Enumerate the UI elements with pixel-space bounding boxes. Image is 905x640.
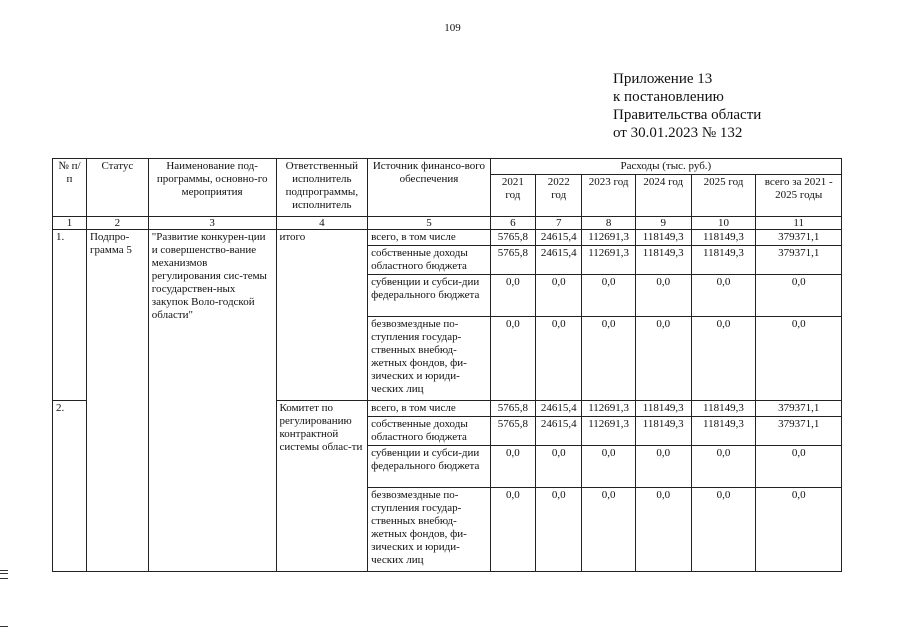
header-expenses: Расходы (тыс. руб.) xyxy=(490,159,841,175)
index-cell: 7 xyxy=(536,217,582,230)
margin-line xyxy=(0,626,8,627)
source-cell: собственные доходы областного бюджета xyxy=(368,417,491,446)
value-cell: 24615,4 xyxy=(536,246,582,275)
header-num: № п/п xyxy=(53,159,87,217)
value-cell: 0,0 xyxy=(691,446,756,488)
value-cell: 0,0 xyxy=(582,317,636,401)
value-cell: 5765,8 xyxy=(490,401,535,417)
value-cell: 112691,3 xyxy=(582,401,636,417)
value-cell: 0,0 xyxy=(490,317,535,401)
index-cell: 5 xyxy=(368,217,491,230)
value-cell: 0,0 xyxy=(490,446,535,488)
value-cell: 0,0 xyxy=(635,275,691,317)
value-cell: 379371,1 xyxy=(756,246,842,275)
index-cell: 6 xyxy=(490,217,535,230)
row-num: 1. xyxy=(53,230,87,401)
appendix-block xyxy=(613,70,761,142)
value-cell: 379371,1 xyxy=(756,230,842,246)
value-cell: 24615,4 xyxy=(536,417,582,446)
value-cell: 118149,3 xyxy=(635,246,691,275)
value-cell: 0,0 xyxy=(635,317,691,401)
source-cell: субвенции и субси-дии федерального бюджета xyxy=(368,275,491,317)
value-cell: 112691,3 xyxy=(582,417,636,446)
value-cell: 0,0 xyxy=(756,446,842,488)
value-cell: 5765,8 xyxy=(490,417,535,446)
row-executor: итого xyxy=(276,230,368,401)
index-cell: 10 xyxy=(691,217,756,230)
value-cell: 118149,3 xyxy=(635,401,691,417)
margin-mark xyxy=(0,570,8,579)
value-cell: 118149,3 xyxy=(635,417,691,446)
table-row xyxy=(53,230,842,246)
value-cell: 0,0 xyxy=(691,317,756,401)
header-2023: 2023 год xyxy=(582,175,636,217)
source-cell: всего, в том числе xyxy=(368,401,491,417)
appendix-line-1: Приложение 13 xyxy=(613,71,713,87)
index-cell: 8 xyxy=(582,217,636,230)
header-2025: 2025 год xyxy=(691,175,756,217)
value-cell: 118149,3 xyxy=(691,417,756,446)
source-cell: безвозмездные по-ступления государ-ственных внебюд-жетных фондов, фи-зических и юриди-ческих лиц xyxy=(368,488,491,572)
value-cell: 0,0 xyxy=(691,488,756,572)
source-cell: собственные доходы областного бюджета xyxy=(368,246,491,275)
value-cell: 0,0 xyxy=(536,317,582,401)
value-cell: 118149,3 xyxy=(635,230,691,246)
appendix-line-2: к постановлению xyxy=(613,89,724,105)
value-cell: 0,0 xyxy=(582,275,636,317)
value-cell: 0,0 xyxy=(756,317,842,401)
value-cell: 118149,3 xyxy=(691,401,756,417)
value-cell: 379371,1 xyxy=(756,417,842,446)
index-cell: 2 xyxy=(86,217,148,230)
index-cell: 4 xyxy=(276,217,368,230)
value-cell: 118149,3 xyxy=(691,230,756,246)
header-source: Источник финансо-вого обеспечения xyxy=(368,159,491,217)
page-number: 109 xyxy=(444,22,461,34)
value-cell: 0,0 xyxy=(536,275,582,317)
index-cell: 11 xyxy=(756,217,842,230)
header-executor: Ответственный исполнитель подпрограммы, исполнитель xyxy=(276,159,368,217)
appendix-line-4: от 30.01.2023 № 132 xyxy=(613,125,743,141)
source-cell: субвенции и субси-дии федерального бюджета xyxy=(368,446,491,488)
value-cell: 0,0 xyxy=(691,275,756,317)
row-executor: Комитет по регулированию контрактной системы облас-ти xyxy=(276,401,368,572)
appendix-line-3: Правительства области xyxy=(613,107,762,123)
value-cell: 5765,8 xyxy=(490,246,535,275)
value-cell: 0,0 xyxy=(536,488,582,572)
value-cell: 0,0 xyxy=(582,488,636,572)
source-cell: всего, в том числе xyxy=(368,230,491,246)
value-cell: 0,0 xyxy=(490,275,535,317)
value-cell: 5765,8 xyxy=(490,230,535,246)
value-cell: 0,0 xyxy=(490,488,535,572)
header-status: Статус xyxy=(86,159,148,217)
value-cell: 0,0 xyxy=(582,446,636,488)
value-cell: 24615,4 xyxy=(536,230,582,246)
row-num: 2. xyxy=(53,401,87,572)
header-2024: 2024 год xyxy=(635,175,691,217)
index-cell: 1 xyxy=(53,217,87,230)
value-cell: 112691,3 xyxy=(582,246,636,275)
header-total: всего за 2021 - 2025 годы xyxy=(756,175,842,217)
header-2021: 2021 год xyxy=(490,175,535,217)
value-cell: 0,0 xyxy=(756,488,842,572)
value-cell: 118149,3 xyxy=(691,246,756,275)
value-cell: 0,0 xyxy=(756,275,842,317)
row-name: "Развитие конкурен-ции и совершенство-вание механизмов регулирования сис-темы государствен-ных закупок Воло-годской области" xyxy=(148,230,276,572)
index-cell: 3 xyxy=(148,217,276,230)
header-2022: 2022 год xyxy=(536,175,582,217)
header-name: Наименование под-программы, основно-го мероприятия xyxy=(148,159,276,217)
value-cell: 379371,1 xyxy=(756,401,842,417)
value-cell: 0,0 xyxy=(635,488,691,572)
value-cell: 24615,4 xyxy=(536,401,582,417)
budget-table xyxy=(52,158,842,572)
value-cell: 0,0 xyxy=(635,446,691,488)
row-status: Подпро-грамма 5 xyxy=(86,230,148,572)
index-cell: 9 xyxy=(635,217,691,230)
source-cell: безвозмездные по-ступления государ-ственных внебюд-жетных фондов, фи-зических и юриди-ческих лиц xyxy=(368,317,491,401)
index-row xyxy=(53,217,842,230)
value-cell: 0,0 xyxy=(536,446,582,488)
value-cell: 112691,3 xyxy=(582,230,636,246)
